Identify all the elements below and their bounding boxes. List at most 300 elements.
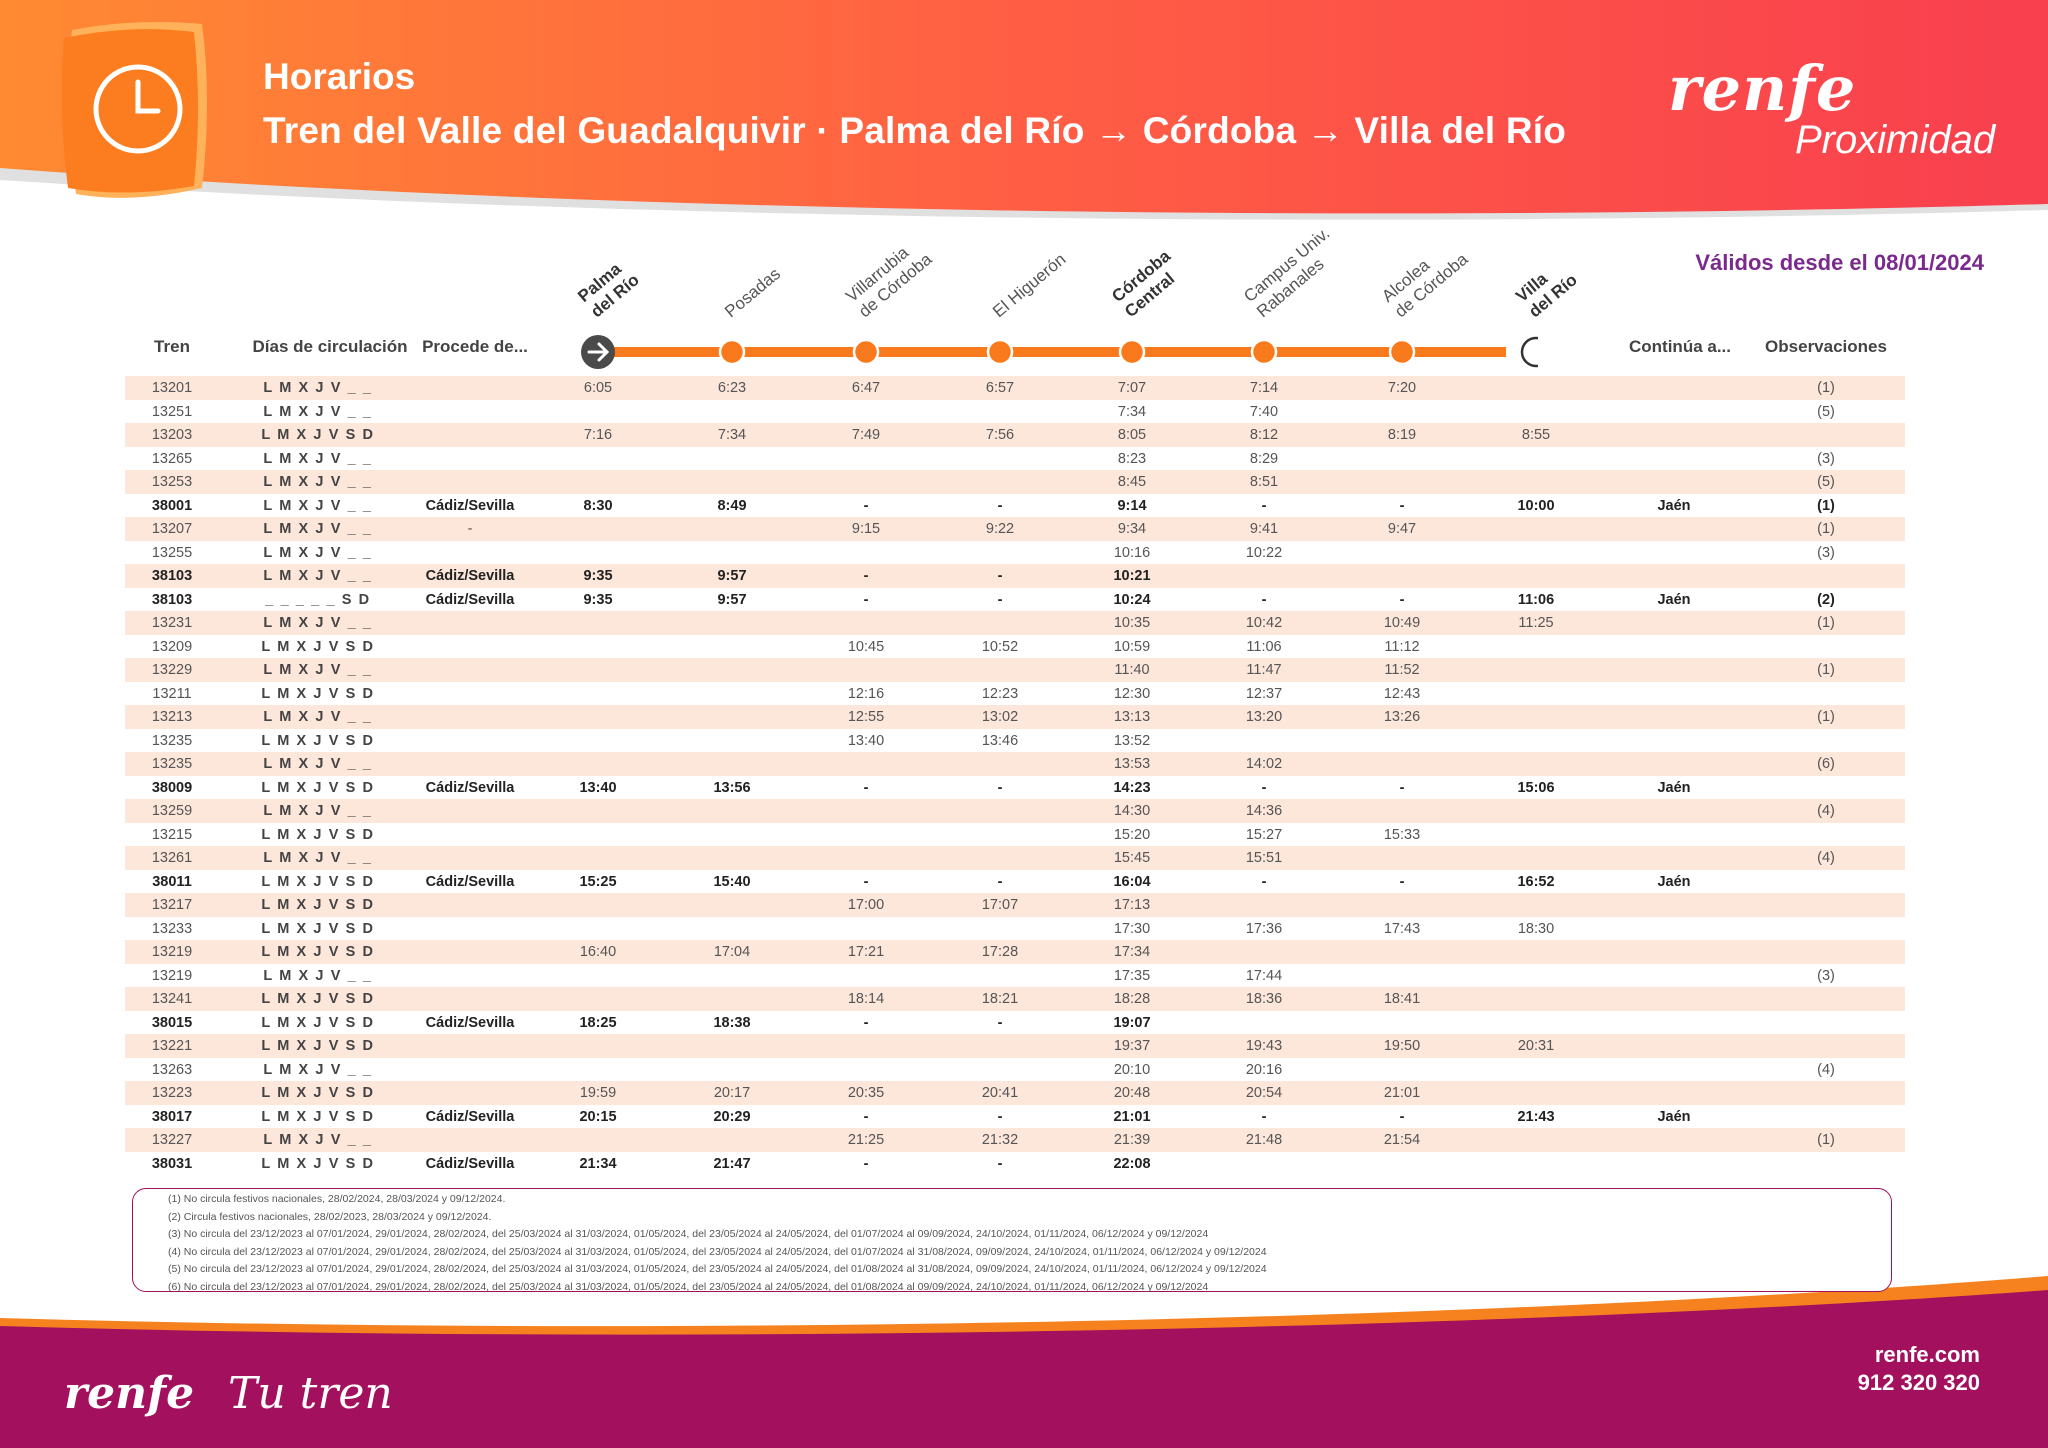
time-cell: 10:21 [1113,568,1151,584]
time-cell: 16:04 [1113,873,1151,890]
time-cell: 7:34 [1117,403,1147,420]
table-row [125,846,1905,870]
table-row [125,588,1905,612]
time-cell: - [997,591,1003,608]
time-cell: 17:21 [847,944,885,960]
days-of-operation: L M X J V _ _ [263,497,373,514]
station-label: Posadas [721,264,785,322]
time-cell: 13:53 [1113,756,1151,772]
time-cell: 10:00 [1517,497,1555,514]
days-of-operation: L M X J V S D [261,1155,375,1172]
train-number: 13201 [151,380,193,396]
time-cell: 12:55 [847,709,885,725]
days-of-operation: L M X J V S D [261,920,375,937]
time-cell: 6:47 [851,380,881,396]
time-cell: 17:28 [981,944,1019,960]
time-cell: 10:49 [1383,615,1421,631]
station-label: Palma del Río [574,259,643,322]
observation-cell: (1) [1817,662,1835,678]
time-cell: 10:22 [1245,544,1283,561]
time-cell: 13:40 [579,779,617,796]
origin-cell: - [467,521,473,537]
time-cell: 6:23 [717,380,747,396]
station-label: Villa del Río [1512,269,1581,322]
table-row [125,823,1905,847]
time-cell: 18:36 [1245,991,1283,1007]
timetable [125,376,1905,1175]
time-cell: 17:04 [713,944,751,960]
train-number: 13215 [151,826,193,843]
station-dot-icon [720,340,744,364]
time-cell: 9:34 [1117,521,1147,537]
days-of-operation: L M X J V S D [261,638,375,655]
observation-cell: (5) [1817,474,1835,490]
table-row [125,1105,1905,1129]
end-station-icon [1522,338,1538,366]
days-of-operation: L M X J V S D [261,732,375,749]
time-cell: - [863,779,869,796]
time-cell: - [1261,497,1267,514]
table-row [125,870,1905,894]
train-number: 13203 [151,427,193,443]
page-title: Horarios [263,56,416,97]
time-cell: 22:08 [1113,1155,1151,1172]
time-cell: 18:21 [981,991,1019,1007]
time-cell: 20:35 [847,1085,885,1101]
time-cell: 21:43 [1517,1108,1555,1125]
origin-cell: Cádiz/Sevilla [425,1155,515,1172]
train-number: 13223 [151,1085,193,1101]
time-cell: 7:14 [1249,380,1279,396]
time-cell: 11:52 [1384,662,1420,678]
time-cell: 13:20 [1245,709,1283,725]
time-cell: 19:59 [579,1085,617,1101]
footnote: (6) No circula del 23/12/2023 al 07/01/2024, 29/01/2024, 28/02/2024, del 25/03/2024 al 31/03/2024, 01/05/2024, del 23/05/2024 al 24/05/2024, del 01/08/2024 al 09/09/2024, 24/10/2024, 01/11/2024, 06/12/2024 y 09/12/2024 [168,1280,1209,1293]
time-cell: 18:25 [579,1014,617,1031]
days-of-operation: L M X J V _ _ [263,709,373,725]
continues-cell: Jaén [1657,497,1691,514]
time-cell: 14:30 [1113,803,1151,819]
days-of-operation: L M X J V _ _ [263,850,373,866]
train-number: 13229 [151,662,193,678]
table-row [125,682,1905,706]
time-cell: 9:57 [717,568,747,584]
table-row [125,893,1905,917]
origin-cell: Cádiz/Sevilla [425,779,515,796]
time-cell: 11:40 [1114,662,1150,678]
time-cell: 11:25 [1518,615,1554,631]
days-of-operation: L M X J V _ _ [263,615,373,631]
time-cell: - [1399,1108,1405,1125]
days-of-operation: L M X J V _ _ [263,803,373,819]
time-cell: 15:45 [1113,850,1151,866]
days-of-operation: L M X J V _ _ [263,544,373,561]
time-cell: 19:37 [1113,1038,1151,1054]
days-of-operation: L M X J V S D [261,685,375,702]
time-cell: 12:16 [847,685,885,702]
time-cell: 9:14 [1117,497,1147,514]
train-number: 13235 [151,756,193,772]
time-cell: 10:35 [1113,615,1151,631]
days-of-operation: L M X J V S D [261,991,375,1007]
footer-renfe-logo: renfe [64,1368,195,1419]
train-number: 38009 [151,779,193,796]
time-cell: 10:24 [1113,591,1151,608]
time-cell: 17:44 [1245,967,1283,984]
station-label: Villarrubia de Córdoba [842,242,936,322]
table-row [125,776,1905,800]
station-dot-icon [854,340,878,364]
clock-icon [62,18,210,204]
footnote: (3) No circula del 23/12/2023 al 07/01/2024, 29/01/2024, 28/02/2024, del 25/03/2024 al 31/03/2024, 01/05/2024, del 23/05/2024 al 24/05/2024, del 01/07/2024 al 09/09/2024, 24/10/2024, 01/11/2024, 06/12/2024 y 09/12/2024 [168,1228,1209,1240]
time-cell: - [997,1108,1003,1125]
time-cell: 13:52 [1113,732,1151,749]
train-number: 13251 [151,403,193,420]
time-cell: 8:12 [1249,427,1279,443]
station-label: El Higuerón [989,249,1070,322]
table-row [125,1034,1905,1058]
time-cell: 12:43 [1383,685,1421,702]
days-of-operation: L M X J V S D [261,427,375,443]
train-number: 13211 [152,685,192,702]
time-cell: 21:32 [981,1132,1019,1148]
table-row [125,517,1905,541]
time-cell: 7:20 [1387,380,1417,396]
days-of-operation: L M X J V S D [261,1014,375,1031]
days-of-operation: L M X J V S D [261,826,375,843]
table-row [125,799,1905,823]
train-number: 13253 [151,474,193,490]
time-cell: 11:06 [1246,638,1282,655]
time-cell: - [997,568,1003,584]
proximidad-logo: Proximidad [1795,118,1996,162]
days-of-operation: L M X J V S D [261,873,375,890]
time-cell: 17:34 [1113,944,1151,960]
observation-cell: (3) [1817,544,1835,561]
time-cell: 7:49 [851,427,881,443]
time-cell: - [997,1155,1003,1172]
train-number: 13227 [151,1132,193,1148]
time-cell: 15:20 [1113,826,1151,843]
time-cell: 7:40 [1249,403,1279,420]
time-cell: 10:16 [1113,544,1151,561]
train-number: 13219 [151,944,193,960]
time-cell: - [1399,779,1405,796]
origin-cell: Cádiz/Sevilla [425,497,515,514]
table-row [125,1128,1905,1152]
train-number: 38031 [151,1155,193,1172]
time-cell: 19:43 [1245,1038,1283,1054]
train-number: 13241 [151,991,193,1007]
time-cell: 20:31 [1517,1038,1555,1054]
time-cell: 18:41 [1383,991,1421,1007]
train-number: 38103 [151,568,193,584]
time-cell: 10:42 [1245,615,1283,631]
days-of-operation: _ _ _ _ _ S D [265,591,371,608]
time-cell: 9:41 [1249,521,1279,537]
time-cell: 18:30 [1517,920,1555,937]
days-of-operation: L M X J V _ _ [263,568,373,584]
time-cell: 11:47 [1246,662,1282,678]
table-row [125,940,1905,964]
table-row [125,400,1905,424]
table-row [125,1081,1905,1105]
time-cell: - [863,1155,869,1172]
days-of-operation: L M X J V _ _ [263,380,373,396]
observation-cell: (1) [1817,1132,1835,1148]
time-cell: 15:25 [579,873,617,890]
time-cell: 20:48 [1113,1085,1151,1101]
time-cell: 13:40 [847,732,885,749]
table-row [125,658,1905,682]
time-cell: 7:07 [1117,380,1147,396]
observation-cell: (3) [1817,967,1835,984]
station-dot-icon [1120,340,1144,364]
time-cell: 17:36 [1245,920,1283,937]
days-of-operation: L M X J V _ _ [263,1132,373,1148]
time-cell: - [863,591,869,608]
observation-cell: (4) [1817,803,1835,819]
train-number: 13235 [151,732,193,749]
train-number: 13231 [151,615,193,631]
time-cell: 8:19 [1387,427,1417,443]
time-cell: 15:40 [713,873,751,890]
time-cell: 21:47 [713,1155,751,1172]
origin-cell: Cádiz/Sevilla [425,591,515,608]
time-cell: 8:30 [583,497,613,514]
time-cell: 21:25 [847,1132,885,1148]
time-cell: 15:33 [1383,826,1421,843]
col-header-train: Tren [154,337,190,356]
continues-cell: Jaén [1657,873,1691,890]
time-cell: 15:06 [1517,779,1555,796]
table-row [125,564,1905,588]
station-label: Alcolea de Córdoba [1378,249,1472,322]
time-cell: 17:07 [981,897,1019,913]
footnote: (1) No circula festivos nacionales, 28/02/2024, 28/03/2024 y 09/12/2024. [168,1193,506,1205]
time-cell: 8:05 [1117,427,1147,443]
observation-cell: (1) [1817,521,1835,537]
time-cell: 13:02 [981,709,1019,725]
days-of-operation: L M X J V _ _ [263,403,373,420]
col-header-days: Días de circulación [252,337,408,356]
time-cell: 12:37 [1245,685,1283,702]
time-cell: 20:54 [1245,1085,1283,1101]
time-cell: 20:41 [981,1085,1019,1101]
train-number: 38017 [151,1108,193,1125]
days-of-operation: L M X J V _ _ [263,756,373,772]
table-row [125,917,1905,941]
origin-cell: Cádiz/Sevilla [425,1014,515,1031]
time-cell: - [1399,873,1405,890]
time-cell: 20:16 [1245,1061,1283,1078]
time-cell: - [863,1108,869,1125]
time-cell: 6:57 [985,380,1015,396]
time-cell: 19:50 [1383,1038,1421,1054]
time-cell: 10:59 [1113,638,1151,655]
footer-tagline: Tu tren [228,1368,393,1419]
time-cell: 17:30 [1113,920,1151,937]
table-row [125,964,1905,988]
train-number: 13217 [151,897,193,913]
time-cell: 11:12 [1384,638,1420,655]
time-cell: 15:27 [1245,826,1283,843]
table-row [125,752,1905,776]
time-cell: 21:48 [1245,1132,1283,1148]
time-cell: - [997,873,1003,890]
time-cell: 20:29 [713,1108,751,1125]
days-of-operation: L M X J V _ _ [263,450,373,467]
origin-cell: Cádiz/Sevilla [425,1108,515,1125]
time-cell: 16:40 [579,944,617,960]
train-number: 38015 [151,1014,193,1031]
days-of-operation: L M X J V S D [261,897,375,913]
station-dot-icon [988,340,1012,364]
col-header-observations: Observaciones [1765,337,1887,356]
table-row [125,447,1905,471]
time-cell: - [863,568,869,584]
col-header-from: Procede de... [422,337,528,356]
time-cell: 21:34 [579,1155,617,1172]
time-cell: 13:26 [1383,709,1421,725]
train-number: 38011 [152,873,192,890]
time-cell: - [1261,1108,1267,1125]
days-of-operation: L M X J V S D [261,1038,375,1054]
time-cell: 9:47 [1387,521,1417,537]
footnote: (4) No circula del 23/12/2023 al 07/01/2024, 29/01/2024, 28/02/2024, del 25/03/2024 al 31/03/2024, 01/05/2024, del 23/05/2024 al 24/05/2024, del 01/07/2024 al 31/08/2024, 09/09/2024, 24/10/2024, 01/11/2024, 06/12/2024 y 09/12/2024 [168,1245,1267,1258]
time-cell: 18:38 [713,1014,751,1031]
observation-cell: (1) [1817,615,1835,631]
train-number: 13213 [151,709,193,725]
observation-cell: (5) [1817,403,1835,420]
route-subtitle: Tren del Valle del Guadalquivir · Palma del Río → Córdoba → Villa del Río [263,110,1567,151]
table-row [125,423,1905,447]
table-row [125,1011,1905,1035]
header [0,0,2048,240]
time-cell: - [863,497,869,514]
days-of-operation: L M X J V _ _ [263,662,373,678]
observation-cell: (1) [1817,709,1835,725]
days-of-operation: L M X J V _ _ [263,1061,373,1078]
train-number: 13261 [151,850,193,866]
time-cell: 13:13 [1113,709,1151,725]
time-cell: 8:29 [1249,450,1279,467]
days-of-operation: L M X J V S D [261,1085,375,1101]
time-cell: 18:28 [1113,991,1151,1007]
train-number: 13209 [151,638,193,655]
train-number: 13233 [151,920,193,937]
time-cell: 8:23 [1117,450,1147,467]
table-row [125,494,1905,518]
time-cell: - [1261,873,1267,890]
station-label: Córdoba Central [1108,246,1179,322]
time-cell: 14:23 [1113,779,1151,796]
train-number: 13221 [151,1038,193,1054]
time-cell: 9:22 [985,521,1015,537]
table-row [125,729,1905,753]
time-cell: 8:51 [1249,474,1279,490]
observation-cell: (2) [1817,591,1835,608]
time-cell: 12:23 [981,685,1019,702]
time-cell: 20:17 [713,1085,751,1101]
time-cell: 12:30 [1113,685,1151,702]
table-row [125,541,1905,565]
time-cell: 21:01 [1383,1085,1421,1101]
footnote: (2) Circula festivos nacionales, 28/02/2023, 28/03/2024 y 09/12/2024. [168,1210,492,1223]
table-row [125,705,1905,729]
time-cell: - [997,497,1003,514]
time-cell: 9:35 [583,591,613,608]
time-cell: 20:15 [579,1108,617,1125]
train-number: 13219 [151,967,193,984]
observation-cell: (4) [1817,1061,1835,1078]
table-row [125,611,1905,635]
notes-box [132,1188,1892,1292]
time-cell: 20:10 [1113,1061,1151,1078]
observation-cell: (1) [1817,497,1835,514]
table-row [125,376,1905,400]
validity-date: Válidos desde el 08/01/2024 [1695,250,1984,275]
train-number: 38103 [151,591,193,608]
time-cell: 21:39 [1113,1132,1151,1148]
time-cell: 18:14 [847,991,885,1007]
table-row [125,635,1905,659]
days-of-operation: L M X J V _ _ [263,521,373,537]
time-cell: 9:15 [851,521,881,537]
station-dot-icon [1252,340,1276,364]
time-cell: - [997,1014,1003,1031]
observation-cell: (3) [1817,450,1835,467]
continues-cell: Jaén [1657,779,1691,796]
time-cell: 10:52 [981,638,1019,655]
time-cell: 15:51 [1245,850,1283,866]
time-cell: 21:01 [1113,1108,1151,1125]
time-cell: 7:16 [583,427,613,443]
col-header-continues: Continúa a... [1629,337,1731,356]
renfe-logo: renfe [1668,52,1857,125]
continues-cell: Jaén [1657,591,1691,608]
time-cell: 13:56 [713,779,751,796]
continues-cell: Jaén [1657,1108,1691,1125]
time-cell: - [1399,497,1405,514]
table-row [125,1152,1905,1176]
time-cell: - [1399,591,1405,608]
time-cell: 7:34 [717,427,747,443]
table-row [125,987,1905,1011]
table-row [125,470,1905,494]
time-cell: 19:07 [1113,1014,1151,1031]
time-cell: 17:00 [847,897,885,913]
days-of-operation: L M X J V _ _ [263,967,373,984]
days-of-operation: L M X J V S D [261,1108,375,1125]
footer-phone: 912 320 320 [1857,1370,1980,1395]
route-line [578,330,1538,374]
time-cell: 17:35 [1113,967,1151,984]
time-cell: 17:13 [1113,897,1151,913]
footer-web-link[interactable]: renfe.com [1874,1342,1980,1367]
origin-cell: Cádiz/Sevilla [425,568,515,584]
time-cell: 7:56 [985,427,1015,443]
observation-cell: (6) [1817,756,1835,772]
time-cell: 14:02 [1245,756,1283,772]
time-cell: 9:35 [583,568,613,584]
origin-cell: Cádiz/Sevilla [425,873,515,890]
time-cell: - [863,873,869,890]
train-number: 13265 [151,450,193,467]
time-cell: 6:05 [583,380,613,396]
time-cell: 8:45 [1117,474,1147,490]
days-of-operation: L M X J V _ _ [263,474,373,490]
